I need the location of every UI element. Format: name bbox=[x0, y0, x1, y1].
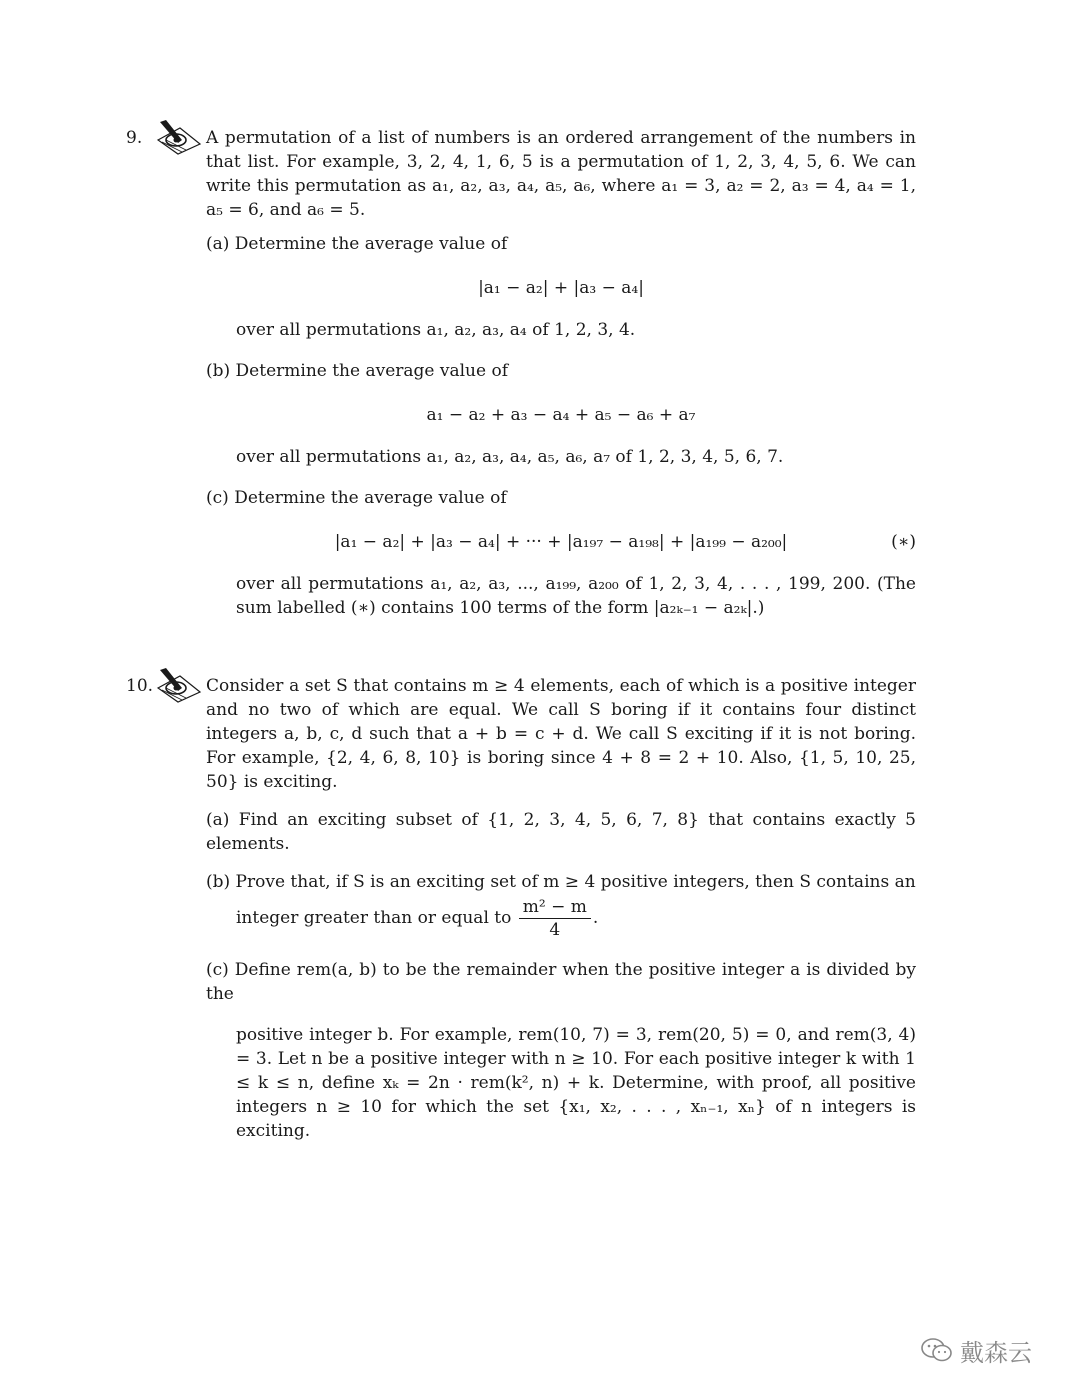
display-formula: |a₁ − a₂| + |a₃ − a₄| bbox=[478, 278, 644, 298]
part-c bbox=[206, 486, 916, 620]
part-tail: over all permutations a₁, a₂, a₃, a₄ of 1, 2, 3, 4. bbox=[236, 320, 636, 340]
part-heading: (b) Determine the average value of bbox=[206, 361, 508, 381]
part-heading: (c) Define rem(a, b) to be the remainder when the positive integer a is divided by the bbox=[206, 960, 916, 1004]
part-tail-period: . bbox=[592, 908, 599, 928]
problem-number: 10. bbox=[126, 676, 154, 696]
wechat-icon bbox=[920, 1336, 954, 1364]
display-formula: a₁ − a₂ + a₃ − a₄ + a₅ − a₆ + a₇ bbox=[426, 405, 696, 425]
pencil-and-notepad-icon bbox=[152, 666, 202, 704]
part-tail: positive integer b. For example, rem(10, 7) = 3, rem(20, 5) = 0, and rem(3, 4) = 3. Let n be a positive integer with n ≥ 10. For each positive integer k with 1 ≤ k ≤ n, define xₖ = 2n · rem(k², n) + k. Determine, with proof, all positive integers n ≥ 10 for which the set {x₁, x₂, . . . , xₙ₋₁, xₙ} of n integers is exciting. bbox=[236, 1025, 916, 1141]
problem-number: 9. bbox=[126, 128, 143, 148]
problem-9 bbox=[126, 126, 916, 637]
fraction-numerator: m² − m bbox=[519, 896, 591, 919]
part-b bbox=[206, 359, 916, 469]
part-tail-text: integer greater than or equal to bbox=[236, 908, 512, 928]
part-b bbox=[206, 870, 916, 941]
display-formula-block bbox=[206, 530, 916, 554]
problem-10 bbox=[126, 674, 916, 1160]
part-heading: (c) Determine the average value of bbox=[206, 488, 507, 508]
part-c bbox=[206, 958, 916, 1143]
watermark-text: 戴森云 bbox=[960, 1338, 1032, 1367]
fraction bbox=[519, 896, 591, 941]
equation-tag: (∗) bbox=[891, 532, 916, 552]
problem-intro: A permutation of a list of numbers is an ordered arrangement of the numbers in that list. For example, 3, 2, 4, 1, 6, 5 is a permutation of 1, 2, 3, 4, 5, 6. We can write this permutation as a₁, a₂, a₃, a₄, a₅, a₆, where a₁ = 3, a₂ = 2, a₃ = 4, a₄ = 1, a₅ = 6, and a₆ = 5. bbox=[206, 128, 916, 220]
part-a bbox=[206, 808, 916, 856]
part-tail bbox=[236, 896, 916, 941]
display-formula: |a₁ − a₂| + |a₃ − a₄| + ··· + |a₁₉₇ − a₁₉₈| + |a₁₉₉ − a₂₀₀| bbox=[334, 532, 788, 552]
watermark bbox=[920, 1332, 1060, 1368]
problem-intro: Consider a set S that contains m ≥ 4 elements, each of which is a positive integer and no two of which are equal. We call S boring if it contains four distinct integers a, b, c, d such that a + b = c + d. We call S exciting if it is not boring. For example, {2, 4, 6, 8, 10} is boring since 4 + 8 = 2 + 10. Also, {1, 5, 10, 25, 50} is exciting. bbox=[206, 676, 916, 792]
pencil-and-notepad-icon bbox=[152, 118, 202, 156]
part-heading: (a) Find an exciting subset of {1, 2, 3, 4, 5, 6, 7, 8} that contains exactly 5 elements. bbox=[206, 810, 916, 854]
part-tail: over all permutations a₁, a₂, a₃, ..., a₁₉₉, a₂₀₀ of 1, 2, 3, 4, . . . , 199, 200. (The sum labelled (∗) contains 100 terms of the form |a₂ₖ₋₁ − a₂ₖ|.) bbox=[236, 574, 916, 618]
fraction-denominator: 4 bbox=[549, 920, 561, 940]
part-heading: (b) Prove that, if S is an exciting set of m ≥ 4 positive integers, then S contains an bbox=[206, 872, 916, 892]
part-a bbox=[206, 232, 916, 342]
part-tail: over all permutations a₁, a₂, a₃, a₄, a₅, a₆, a₇ of 1, 2, 3, 4, 5, 6, 7. bbox=[236, 447, 784, 467]
part-heading: (a) Determine the average value of bbox=[206, 234, 508, 254]
